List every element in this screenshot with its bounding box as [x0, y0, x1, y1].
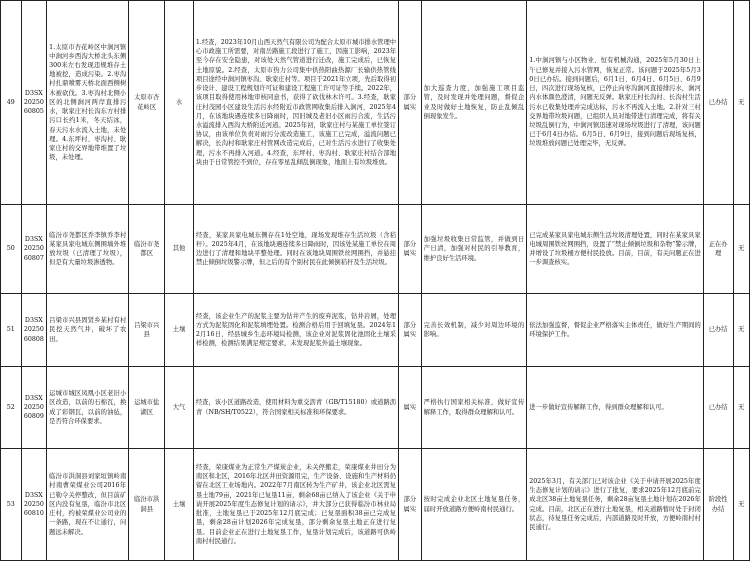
investigation-findings: 经查，该企业生产的泥浆主要为钻井产生的废弃泥浆，钻井岩屑，处理方式为泥浆固化和泥浆填埋处置。检测合格后用于回填复垦。2024年12月16日，经县城乡生态环境局检测，该企业对泥浆固化池固化土壤采样检测，检测结果满足规定要求，未发现泥浆外溢土壤现象。 — [193, 294, 398, 367]
accountability: 无 — [733, 367, 749, 449]
case-code: D3SX2025060808 — [21, 294, 47, 367]
completion-status: 正在办理 — [703, 205, 733, 294]
table-row — [1, 294, 750, 367]
rectification-measures: 完善长效机制，减少对周边环境的影响。 — [421, 294, 527, 367]
complaint-description: 运城市城区凤凰小区老旧小区改造，以前的石棉瓦，换成了彩钢瓦，以前的油毡，是否符合环保要求。 — [47, 367, 129, 449]
row-number: 50 — [1, 205, 22, 294]
accountability: 无 — [733, 294, 749, 367]
district: 运城市盐湖区 — [129, 367, 165, 449]
pollution-category: 其他 — [165, 205, 194, 294]
row-number: 49 — [1, 1, 22, 205]
rectification-measures: 加强垃圾收集日常监管，并做到日产日清，加强对村民的引导教育，维护良好生活环境。 — [421, 205, 527, 294]
verdict: 部分属实 — [399, 449, 422, 561]
rectification-measures: 严格执行国家相关标准，做好宣传解释工作，取得群众理解和认可。 — [421, 367, 527, 449]
row-number: 51 — [1, 294, 22, 367]
complaint-description: 1.太原市杏花岭区中涧河镇中涧河乡西沟大桥北头东侧300米左右发现违规堆存土地被挖，造成污染。2.枣沟村扎鼎喷雾天桥北面西侧树木被砍伐。3.枣沟村北侧小区的北侧涧河两岸直排污水，耿家庄村长沟东方村排污口长约1米，冬天结冰，春天污水水流入土地，未处理。4.东坪村、枣沟村、耿家庄村的交界地带堆置了垃圾，未处理。 — [47, 1, 129, 205]
completion-status: 已办结 — [703, 294, 733, 367]
investigation-findings: 经查，某家具家电城东侧存在1处空地，现场发现堆存生活垃圾（含秸秆）。2025年4月，在该地块遇连续多日降雨时，因该处某施工单位在周边进行了清理和地块平整处理。同时在该地块周围铁丝网围挡，并悬挂禁止倾倒垃圾警示牌，但之后的有个别村民在此倾倒秸秆及生活垃圾。 — [193, 205, 398, 294]
verdict: 属实 — [399, 367, 422, 449]
pollution-category: 土壤 — [165, 449, 194, 561]
handling-result: 依法加强监督，督促企业严格落实主体责任，做好生产期间的环境保护工作。 — [527, 294, 703, 367]
case-code: D3SX2025060807 — [21, 205, 47, 294]
verdict: 部分属实 — [399, 205, 422, 294]
table-row — [1, 367, 750, 449]
handling-result: 1.中涧河镇与小区物业、恒有机械沟通，2025年5月30日上午已修复并接入污水管网，恢复正常。该问题于2025年5月30日已办结。接到问题后，6月1日、6月4日、6月5日、6月9日，四次进行现场复核，已停止向枣沟涧河直接排污水，涧河内水体颜色澄清，问题无反弹。耿家庄村长沟村、长沟村生活污水已收集处理并完成达标，污水不再流入土地。2.针对三村交界地带垃圾问题，已组织人员对地带进行清理完成，将有关垃圾乱倒行为，中涧河镇迅速对现场垃圾进行了清理，该问题已于6月4日办结。6月5日、6月9日，接到问题后现场复核，垃圾堆放问题已处理完毕，无反弹。 — [527, 1, 703, 205]
table-row — [1, 205, 750, 294]
complaint-description: 临汾市洪洞县刘家垣镇岭南村南曹荣煤业公司2016年已勒令关停整改，但目前矿区内没有复垦，临汾市北区庄村，约被荣煤业公司业的一条路，现在不让通行，问题远未解决。 — [47, 449, 129, 561]
accountability: 无 — [733, 1, 749, 205]
pollution-category: 大气 — [165, 367, 194, 449]
verdict: 部分属实 — [399, 294, 422, 367]
row-number: 52 — [1, 367, 22, 449]
handling-result: 已完成某家具家电城东侧生活垃圾清理处置，同时在某家具家电城周围铁丝网围挡，设置了“禁止倾倒垃圾和杂物”警示牌，并增设了垃圾桶方便村民投放。目前，目前，有关问题正在进一步调查核实。 — [527, 205, 703, 294]
pollution-category: 土壤 — [165, 294, 194, 367]
complaint-description: 临汾市尧都区乔李镇乔李村某家具家电城东侧围墙外堆放垃圾（已清理了垃圾），但是有大量垃圾渗透物。 — [47, 205, 129, 294]
district: 太原市杏花岭区 — [129, 1, 165, 205]
case-code: D3SX2025060809 — [21, 367, 47, 449]
rectification-measures: 加大巡查力度，加强施工项目监管，及时发现并处理问题，督促企业及时做好土地恢复，防止乱倾乱倒现象发生。 — [421, 1, 527, 205]
investigation-findings: 1.经查，2023年10月山西天然气有限公司为配合太原市城市排水管理中心市政施工所需要，对南岳路施工段进行了施工，因施工影响，2023年至今存在安全隐患，对该处天然气管道进行迁改，施工完成后，已恢复土地原貌。2.经查，太原市热力公司集中供热阳曲热源厂长输供热管线项目途经中涧河镇枣沟、耿家庄村等。项目于2021年立项，先后取得初步设计、建设工程规划许可证和建设工程施工许可证等手续。2022年，该项目取得使用林地审核同意书，获得了砍伐林木许可。3.经查，耿家庄村茂园小区建设生活污水经附近市政管网收集后排入涧河，2025年4月，在该地块遇连续多日降雨时，因旧城及老旧小区雨污合流，生活污水溢流排入西沟大桥附近河道。2025年初，耿家庄村与某施工单位签订协议，由该单位负责对雨污分流改造施工，该施工已完成，溢流问题已解决，长沟村和耿家庄村管网改造完成后，已对生活污水进行了收集处理，污水不再排入河道。4.经查，东坪村、枣沟村、耿家庄村结合部地块由于日常管控不到位，存在零星乱倾乱倒现象，地面上有垃圾堆放。 — [193, 1, 398, 205]
district: 吕梁市兴县 — [129, 294, 165, 367]
complaint-description: 吕梁市兴县固贤乡某村有村民挖天然气井，破坏了农田。 — [47, 294, 129, 367]
investigation-findings: 经查，荣康煤业为正常生产煤炭企业，未关停搬走，荣康煤业井田分为南区和北区，2016年北区井田资源用完，生产设备、设施和生产材料仍留在北区工业场地内。2022年7月南区转为生产矿井，该企业北区需复垦土地79亩，2021年已复垦11亩，剩余68亩已纳入了该企业《关于申请开展2025年度生态修复计划的请示》，并大部分已获得临汾市林业局批准，土地复垦已于2025年12月底完成；已复垦面积38亩已完成复垦，剩余28亩计划2026年完成复垦，部分剩余复垦土地正在进行复垦。目前企业正在进行土地复垦工作，复垦计划完成后，该道路可供岭南村村民通行。 — [193, 449, 398, 561]
table-row — [1, 1, 750, 205]
accountability: 无 — [733, 205, 749, 294]
completion-status: 已办结 — [703, 1, 733, 205]
completion-status: 已办结 — [703, 367, 733, 449]
handling-result: 2025年3月，有关部门已对该企业《关于申请开展2025年度生态修复计划的请示》进行了批复，要求2025年12月底前完成北区38亩土地复垦任务，剩余28亩复垦土地计划在2026年完成。目前，北区正在进行土地复垦，相关道路暂时处于封闭状态，待复垦任务完成后，内部道路及时开放，方便岭南村村民通行。 — [527, 449, 703, 561]
case-code: D3SX2025060810 — [21, 449, 47, 561]
table-row — [1, 449, 750, 561]
district: 临汾市洪洞县 — [129, 449, 165, 561]
row-number: 53 — [1, 449, 22, 561]
handling-result: 进一步做好宣传解释工作，得到群众理解和认可。 — [527, 367, 703, 449]
investigation-findings: 经查，该小区道路改造，使用材料为重交沥青（GB/T15180）或道路沥青（NB/SH/T0522），符合国家相关标准和环保要求。 — [193, 367, 398, 449]
rectification-measures: 按时完成企业北区土地复垦任务，届时开放道路方便岭南村民通行。 — [421, 449, 527, 561]
pollution-category: 水 — [165, 1, 194, 205]
verdict: 部分属实 — [399, 1, 422, 205]
case-code: D3SX2025060805 — [21, 1, 47, 205]
completion-status: 阶段性办结 — [703, 449, 733, 561]
district: 临汾市尧都区 — [129, 205, 165, 294]
accountability: 无 — [733, 449, 749, 561]
